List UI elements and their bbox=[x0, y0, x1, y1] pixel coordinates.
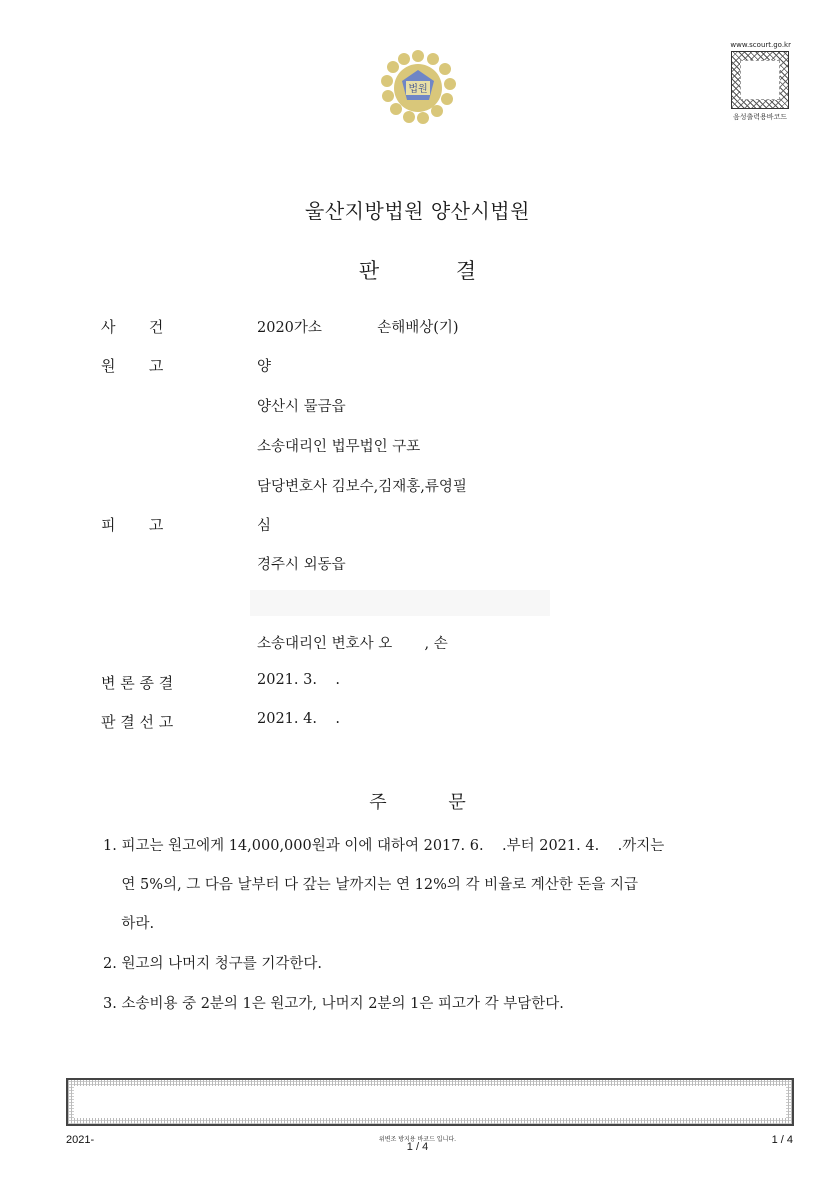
plaintiff-representative: 소송대리인 법무법인 구포 bbox=[257, 439, 421, 455]
defendant-name: 심 bbox=[257, 518, 272, 534]
defendant-label: 피 고 bbox=[101, 516, 164, 534]
order-item-3: 3. 소송비용 중 2분의 1은 원고가, 나머지 2분의 1은 피고가 각 부담한다. bbox=[103, 996, 564, 1012]
footer-page-center: 1 / 4 bbox=[406, 1141, 429, 1153]
court-name: 울산지방법원 양산시법원 bbox=[305, 199, 530, 223]
plaintiff-attorneys: 담당변호사 김보수,김재홍,류영필 bbox=[257, 479, 467, 495]
footer-page-number: 1 / 4 bbox=[771, 1134, 793, 1146]
order-item-1-line-2: 연 5%의, 그 다음 날부터 다 갚는 날까지는 연 12%의 각 비율로 계산한 돈을 지급 bbox=[103, 877, 638, 893]
plaintiff-label: 원 고 bbox=[101, 357, 164, 375]
judgment-date-label: 판 결 선 고 bbox=[101, 713, 174, 731]
footer-case-number: 2021- bbox=[66, 1134, 95, 1146]
order-heading: 주 문 bbox=[369, 792, 466, 813]
redacted-area bbox=[250, 590, 550, 616]
case-value: 2020가소 손해배상(기) bbox=[257, 320, 459, 336]
argument-closed-date: 2021. 3. . bbox=[257, 672, 340, 688]
order-item-1-line-1: 1. 피고는 원고에게 14,000,000원과 이에 대하여 2017. 6. .부터 2021. 4. .까지는 bbox=[103, 838, 665, 854]
barcode-center bbox=[740, 60, 780, 100]
judgment-date: 2021. 4. . bbox=[257, 711, 340, 727]
argument-closed-label: 변 론 종 결 bbox=[101, 674, 174, 692]
plaintiff-address: 양산시 물금읍 bbox=[257, 399, 346, 415]
barcode-url: www.scourt.go.kr bbox=[730, 41, 791, 49]
plaintiff-name: 양 bbox=[257, 359, 272, 375]
barcode-caption: 음성출력용바코드 bbox=[732, 113, 788, 121]
anti-forgery-barcode-center bbox=[74, 1086, 786, 1118]
order-item-1-line-3: 하라. bbox=[103, 916, 155, 932]
court-emblem-logo bbox=[378, 48, 458, 128]
order-item-2: 2. 원고의 나머지 청구를 기각한다. bbox=[103, 956, 322, 972]
case-label: 사 건 bbox=[101, 318, 164, 336]
footer-barcode-note: 위변조 방지용 바코드 입니다. bbox=[378, 1136, 457, 1143]
emblem-label: 법원 bbox=[408, 84, 428, 95]
defendant-address: 경주시 외동읍 bbox=[257, 557, 346, 573]
document-title: 판 결 bbox=[358, 259, 477, 283]
defendant-representative: 소송대리인 변호사 오 , 손 bbox=[257, 636, 448, 652]
